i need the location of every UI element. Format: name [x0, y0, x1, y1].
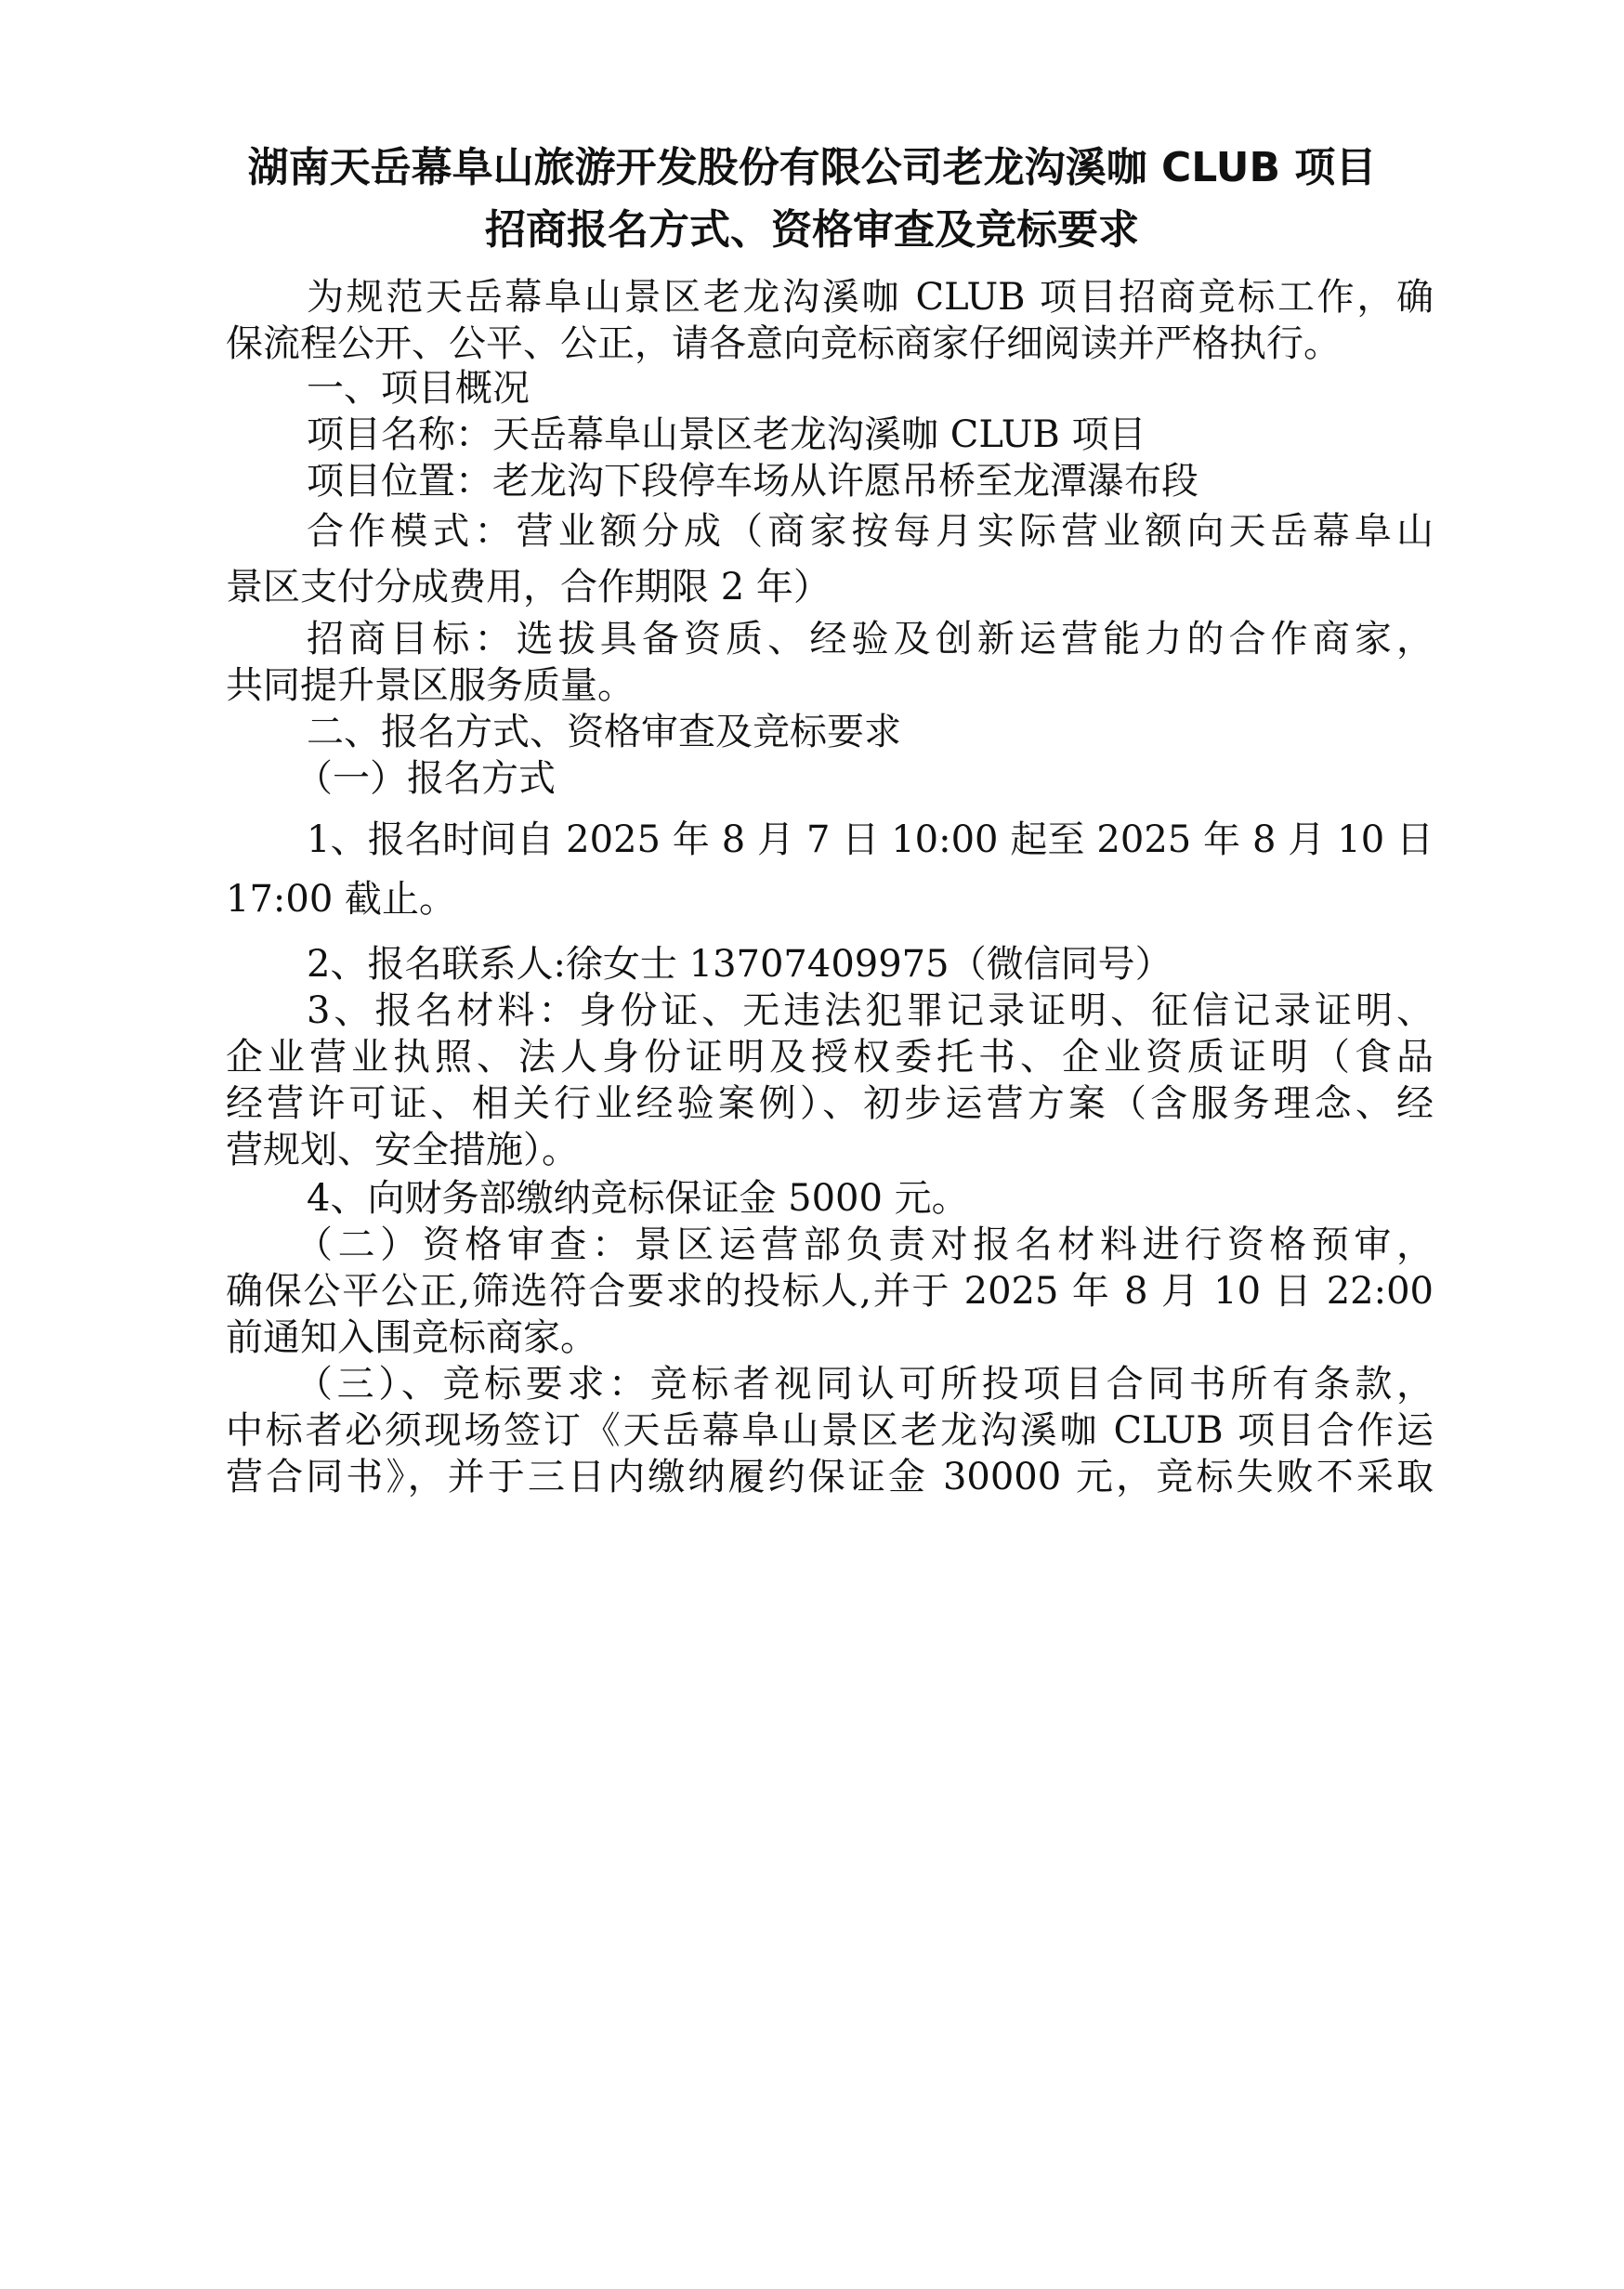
item-3-line-4: 营规划、安全措施）。: [226, 1129, 579, 1171]
subsection-3-line-3: 营合同书》，并于三日内缴纳履约保证金 30000 元，竞标失败不采取: [226, 1456, 1434, 1498]
item-3-line-3: 经营许可证、相关行业经验案例）、初步运营方案（含服务理念、经: [226, 1082, 1434, 1125]
section-1-heading: 一、项目概况: [307, 367, 530, 410]
project-name: 项目名称：天岳幕阜山景区老龙沟溪咖 CLUB 项目: [307, 413, 1146, 456]
coop-mode-line-2: 景区支付分成费用，合作期限 2 年）: [226, 566, 831, 608]
intro-paragraph-line-1: 为规范天岳幕阜山景区老龙沟溪咖 CLUB 项目招商竞标工作，确: [307, 276, 1434, 319]
intro-paragraph-line-2: 保流程公开、公平、公正，请各意向竞标商家仔细阅读并严格执行。: [226, 322, 1341, 365]
subsection-3-line-1: （三）、竞标要求：竞标者视同认可所投项目合同书所有条款，: [295, 1363, 1434, 1406]
target-line-1: 招商目标：选拔具备资质、经验及创新运营能力的合作商家，: [307, 618, 1434, 661]
section-2-heading: 二、报名方式、资格审查及竞标要求: [307, 711, 901, 753]
item-3-line-2: 企业营业执照、法人身份证明及授权委托书、企业资质证明（食品: [226, 1036, 1434, 1079]
subsection-2-line-2: 确保公平公正,筛选符合要求的投标人,并于 2025 年 8 月 10 日 22:00: [226, 1270, 1434, 1313]
subsection-1-heading: （一）报名方式: [295, 757, 556, 800]
subsection-2-line-3: 前通知入围竞标商家。: [226, 1316, 597, 1359]
document-title-line-1: 湖南天岳幕阜山旅游开发股份有限公司老龙沟溪咖 CLUB 项目: [247, 144, 1377, 191]
target-line-2: 共同提升景区服务质量。: [226, 664, 635, 707]
item-4-deposit: 4、向财务部缴纳竞标保证金 5000 元。: [307, 1177, 969, 1220]
subsection-2-line-1: （二）资格审查：景区运营部负责对报名材料进行资格预审，: [295, 1223, 1434, 1266]
coop-mode-line-1: 合作模式：营业额分成（商家按每月实际营业额向天岳幕阜山: [307, 510, 1434, 553]
item-3-line-1: 3、报名材料：身份证、无违法犯罪记录证明、征信记录证明、: [307, 989, 1434, 1032]
item-2-contact: 2、报名联系人:徐女士 13707409975（微信同号）: [307, 943, 1172, 986]
item-1-line-2: 17:00 截止。: [226, 878, 456, 921]
item-1-line-1: 1、报名时间自 2025 年 8 月 7 日 10:00 起至 2025 年 8 月 10 日: [307, 818, 1434, 861]
subsection-3-line-2: 中标者必须现场签订《天岳幕阜山景区老龙沟溪咖 CLUB 项目合作运: [226, 1409, 1434, 1452]
project-location: 项目位置：老龙沟下段停车场从许愿吊桥至龙潭瀑布段: [307, 460, 1198, 503]
document-title-line-2: 招商报名方式、资格审查及竞标要求: [485, 206, 1139, 254]
